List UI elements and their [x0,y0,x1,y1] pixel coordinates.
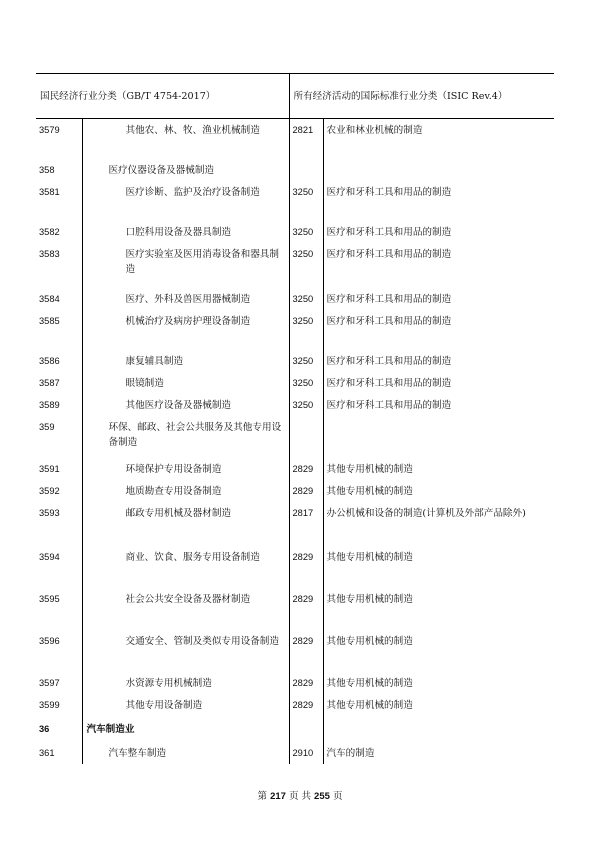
table-row [36,243,554,288]
table-row [36,416,554,458]
table-header-row [36,74,554,119]
gbt-category-name: 康复辅具制造 [82,350,289,372]
table-row [36,502,554,546]
table-row [36,458,554,480]
page-footer [0,788,600,802]
gbt-category-name: 环境保护专用设备制造 [82,458,289,480]
isic-code: 3250 [289,394,323,416]
gbt-code: 3587 [36,372,82,394]
gbt-code: 3582 [36,221,82,243]
gbt-code: 36 [36,718,82,742]
table-row [36,372,554,394]
isic-category-name: 其他专用机械的制造 [326,635,413,647]
table-row [36,119,554,159]
table-row [36,288,554,310]
isic-code: 2910 [289,742,323,764]
isic-category-name [323,718,554,742]
table-row [36,221,554,243]
isic-category-name: 农业和林业机械的制造 [326,125,423,136]
gbt-category-name: 社会公共安全设备及器材制造 [82,588,289,630]
table-row [36,159,554,181]
table-row [36,742,554,764]
isic-category-name: 医疗和牙科工具和用品的制造 [326,226,452,238]
gbt-category-name: 机械治疗及病房护理设备制造 [82,310,289,350]
gbt-code: 3595 [36,588,82,630]
gbt-category-name: 汽车整车制造 [82,742,289,764]
gbt-code: 3594 [36,546,82,588]
gbt-category-name: 水资源专用机械制造 [82,672,289,694]
isic-code: 3250 [289,372,323,394]
gbt-code: 361 [36,742,82,764]
gbt-code: 3596 [36,630,82,672]
isic-category-name: 医疗和牙科工具和用品的制造 [326,315,452,327]
isic-category-name: 其他专用机械的制造 [326,551,413,563]
table-row [36,694,554,718]
isic-category-name: 其他专用机械的制造 [326,593,413,605]
gbt-category-name: 地质勘查专用设备制造 [82,480,289,502]
gbt-code: 3586 [36,350,82,372]
gbt-code: 3591 [36,458,82,480]
gbt-category-name: 邮政专用机械及器材制造 [82,502,289,546]
gbt-category-name: 医疗、外科及兽医用器械制造 [82,288,289,310]
isic-code: 2829 [289,546,323,588]
isic-category-name: 其他专用机械的制造 [326,463,413,475]
isic-category-name: 其他专用机械的制造 [326,699,413,711]
isic-category-name: 医疗和牙科工具和用品的制造 [326,355,452,367]
isic-category-name: 医疗和牙科工具和用品的制造 [326,186,452,198]
isic-category-name: 医疗和牙科工具和用品的制造 [326,293,452,305]
gbt-code: 359 [36,416,82,458]
isic-category-name: 其他专用机械的制造 [326,677,413,689]
footer-suffix: 页 [332,791,343,802]
gbt-code: 3597 [36,672,82,694]
isic-code: 2829 [289,672,323,694]
gbt-category-name: 环保、邮政、社会公共服务及其他专用设备制造 [82,416,289,458]
isic-category-name: 医疗和牙科工具和用品的制造 [326,377,452,389]
table-row [36,181,554,221]
gbt-category-name: 医疗仪器设备及器械制造 [82,159,289,181]
gbt-category-name: 商业、饮食、服务专用设备制造 [82,546,289,588]
footer-prefix: 第 [257,791,268,802]
gbt-code: 358 [36,159,82,181]
header-isic: 所有经济活动的国际标准行业分类（ISIC Rev.4） [289,74,554,119]
isic-code: 2829 [289,630,323,672]
table-row [36,546,554,588]
table-row [36,630,554,672]
gbt-category-name: 其他医疗设备及器械制造 [82,394,289,416]
isic-category-name [323,159,554,181]
isic-category-name: 汽车的制造 [326,747,375,759]
gbt-category-name: 医疗实验室及医用消毒设备和器具制造 [82,243,289,288]
isic-category-name [323,416,554,458]
isic-category-name: 其他专用机械的制造 [326,485,413,497]
isic-category-name: 办公机械和设备的制造(计算机及外部产品除外) [326,507,526,519]
footer-total-pages: 255 [314,791,330,802]
gbt-code: 3579 [36,119,82,159]
table-row [36,718,554,742]
gbt-code: 3593 [36,502,82,546]
isic-code: 3250 [289,243,323,288]
isic-code: 3250 [289,221,323,243]
gbt-category-name: 交通安全、管制及类似专用设备制造 [82,630,289,672]
isic-category-name: 医疗和牙科工具和用品的制造 [326,399,452,411]
gbt-category-name: 口腔科用设备及器具制造 [82,221,289,243]
isic-code: 2829 [289,694,323,718]
header-gbt: 国民经济行业分类（GB/T 4754-2017） [36,74,289,119]
isic-code: 2829 [289,480,323,502]
gbt-code: 3584 [36,288,82,310]
footer-page-number: 217 [270,791,286,802]
table-row [36,310,554,350]
gbt-category-name: 眼镜制造 [82,372,289,394]
gbt-category-name: 汽车制造业 [82,718,289,742]
classification-table [36,73,554,764]
gbt-code: 3581 [36,181,82,221]
gbt-code: 3583 [36,243,82,288]
table-row [36,672,554,694]
table-row [36,588,554,630]
isic-code: 3250 [289,350,323,372]
footer-mid: 页 共 [288,791,312,802]
isic-code [289,416,323,458]
gbt-code: 3585 [36,310,82,350]
gbt-category-name: 其他农、林、牧、渔业机械制造 [82,119,289,159]
table-row [36,394,554,416]
table-row [36,480,554,502]
isic-code [289,718,323,742]
isic-category-name: 医疗和牙科工具和用品的制造 [326,248,452,260]
gbt-category-name: 医疗诊断、监护及治疗设备制造 [82,181,289,221]
gbt-code: 3599 [36,694,82,718]
isic-code: 2821 [289,119,323,159]
gbt-code: 3589 [36,394,82,416]
isic-code: 2829 [289,458,323,480]
isic-code: 3250 [289,288,323,310]
isic-code: 3250 [289,310,323,350]
gbt-category-name: 其他专用设备制造 [82,694,289,718]
isic-code: 2817 [289,502,323,546]
isic-code: 3250 [289,181,323,221]
isic-code [289,159,323,181]
isic-code: 2829 [289,588,323,630]
gbt-code: 3592 [36,480,82,502]
table-row [36,350,554,372]
